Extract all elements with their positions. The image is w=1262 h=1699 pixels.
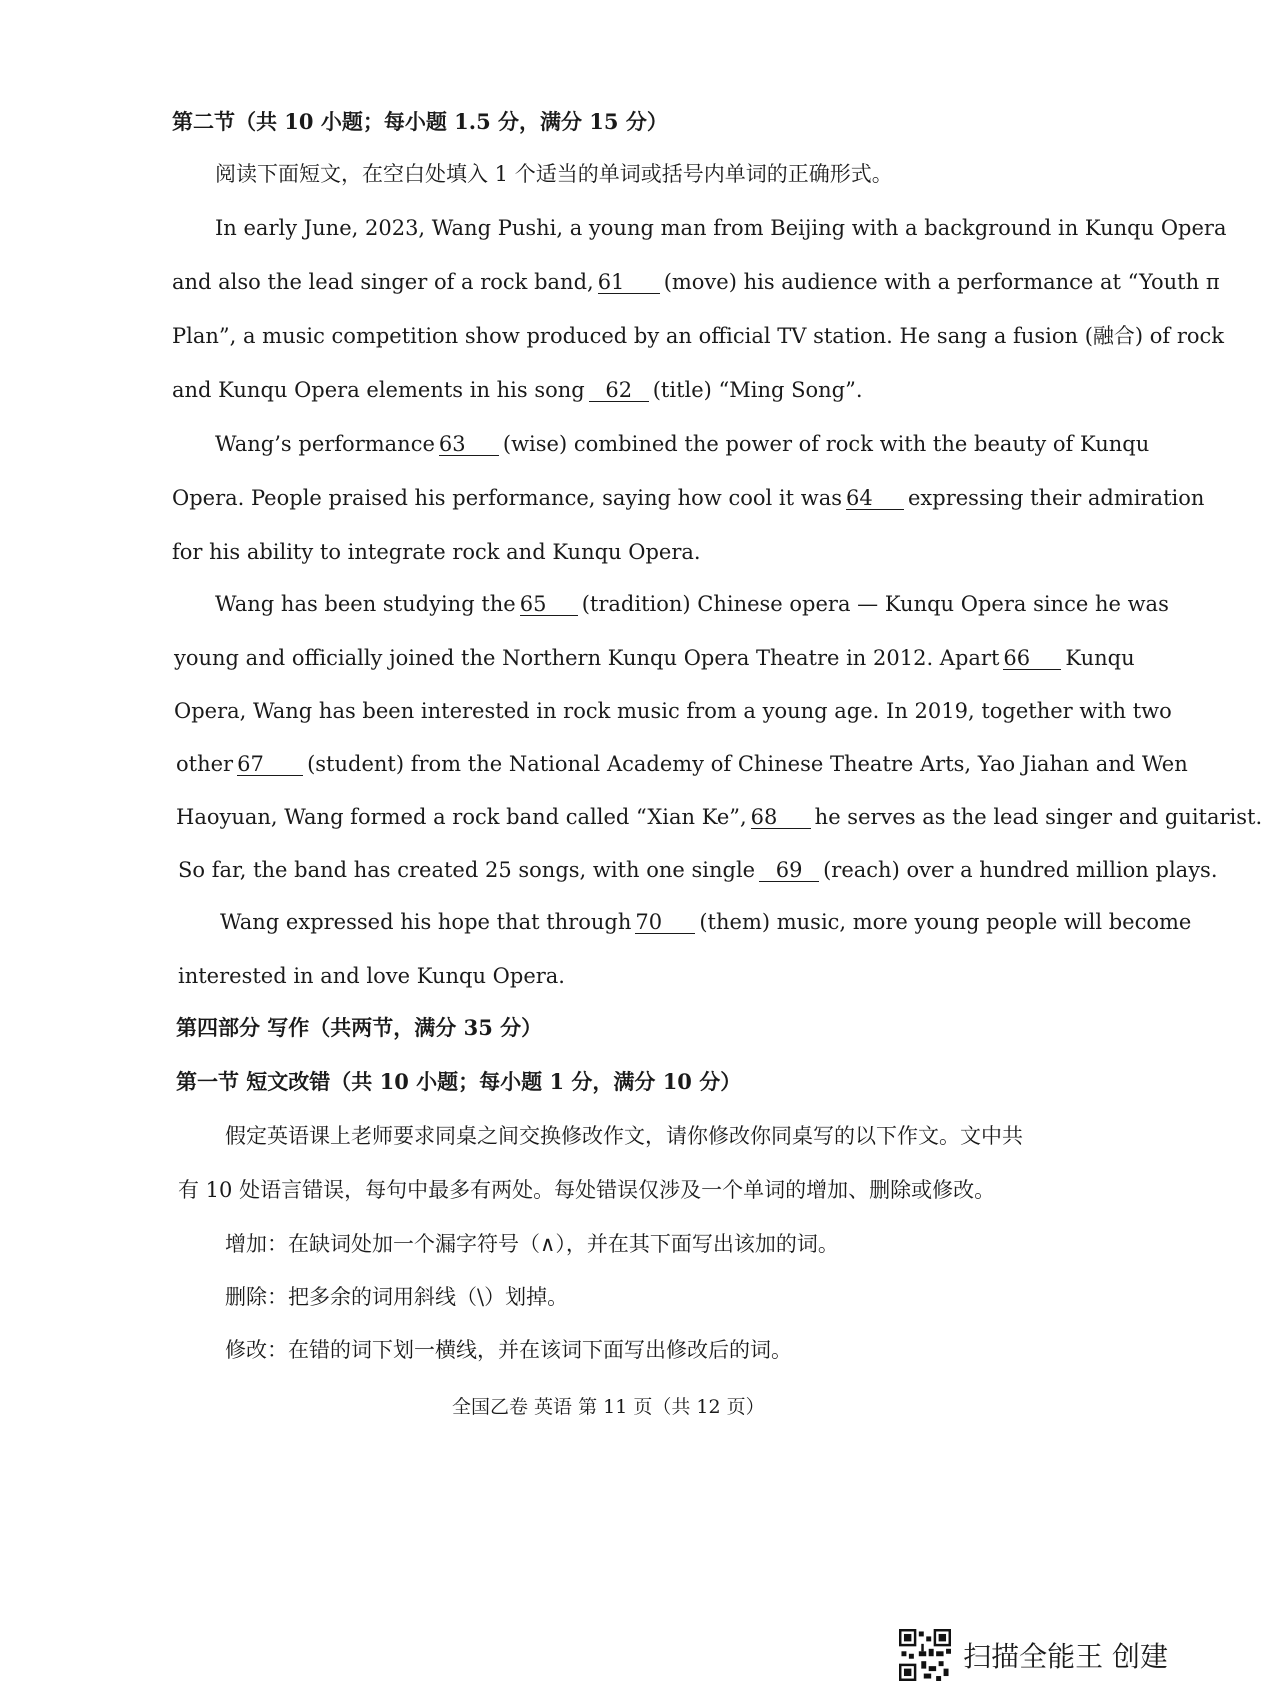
p2-line2: Opera. People praised his performance, saying how cool it was 64 expressing their admiration	[172, 486, 1205, 510]
part4-section1-title: 第一节 短文改错（共 10 小题；每小题 1 分，满分 10 分）	[176, 1069, 742, 1094]
part4-modify-rule: 修改：在错的词下划一横线，并在该词下面写出修改后的词。	[225, 1338, 792, 1362]
blank-68[interactable]: 68	[751, 806, 811, 829]
part4-desc-line1: 假定英语课上老师要求同桌之间交换修改作文，请你修改你同桌写的以下作文。文中共	[225, 1124, 1023, 1148]
p1-line4: and Kunqu Opera elements in his song 62 (title) “Ming Song”.	[172, 378, 863, 402]
blank-62[interactable]: 62	[589, 379, 649, 402]
p2-line1: Wang’s performance 63 (wise) combined the power of rock with the beauty of Kunqu	[215, 432, 1150, 456]
p1-line1: In early June, 2023, Wang Pushi, a young man from Beijing with a background in Kunqu Opera	[215, 216, 1227, 240]
blank-67[interactable]: 67	[237, 753, 303, 776]
blank-66[interactable]: 66	[1003, 647, 1061, 670]
p4-line1: Wang expressed his hope that through 70 (them) music, more young people will become	[220, 910, 1192, 934]
p2-line3: for his ability to integrate rock and Kunqu Opera.	[172, 540, 701, 564]
p3-line4: other 67 (student) from the National Academy of Chinese Theatre Arts, Yao Jiahan and Wen	[176, 752, 1188, 776]
part4-desc-line2: 有 10 处语言错误，每句中最多有两处。每处错误仅涉及一个单词的增加、删除或修改。	[178, 1178, 996, 1202]
scanner-watermark	[899, 1629, 1168, 1681]
p3-line6: So far, the band has created 25 songs, with one single 69 (reach) over a hundred million plays.	[178, 858, 1218, 882]
blank-69[interactable]: 69	[759, 859, 819, 882]
p3-line5: Haoyuan, Wang formed a rock band called “Xian Ke”, 68 he serves as the lead singer and guitarist.	[176, 805, 1262, 829]
section2-instruction: 阅读下面短文，在空白处填入 1 个适当的单词或括号内单词的正确形式。	[215, 162, 893, 186]
blank-64[interactable]: 64	[846, 487, 904, 510]
p1-line2: and also the lead singer of a rock band, 61 (move) his audience with a performance at “Youth π	[172, 270, 1220, 294]
blank-70[interactable]: 70	[635, 911, 695, 934]
p4-line2: interested in and love Kunqu Opera.	[178, 964, 565, 988]
p3-line2: young and officially joined the Northern Kunqu Opera Theatre in 2012. Apart 66 Kunqu	[174, 646, 1135, 670]
part4-title: 第四部分 写作（共两节，满分 35 分）	[176, 1015, 543, 1040]
blank-63[interactable]: 63	[439, 433, 499, 456]
blank-65[interactable]: 65	[520, 593, 578, 616]
p3-line1: Wang has been studying the 65 (tradition) Chinese opera — Kunqu Opera since he was	[215, 592, 1169, 616]
p1-line3: Plan”, a music competition show produced by an official TV station. He sang a fusion (融合) of rock	[172, 324, 1225, 348]
page-footer: 全国乙卷 英语 第 11 页（共 12 页）	[452, 1396, 765, 1418]
qr-code-icon	[899, 1629, 951, 1681]
part4-add-rule: 增加：在缺词处加一个漏字符号（∧），并在其下面写出该加的词。	[225, 1232, 839, 1256]
watermark-text: 扫描全能王 创建	[963, 1640, 1168, 1673]
part4-delete-rule: 删除：把多余的词用斜线（\）划掉。	[225, 1285, 569, 1309]
section2-title: 第二节（共 10 小题；每小题 1.5 分，满分 15 分）	[172, 109, 668, 134]
blank-61[interactable]: 61	[598, 271, 660, 294]
p3-line3: Opera, Wang has been interested in rock music from a young age. In 2019, together with two	[174, 699, 1172, 723]
